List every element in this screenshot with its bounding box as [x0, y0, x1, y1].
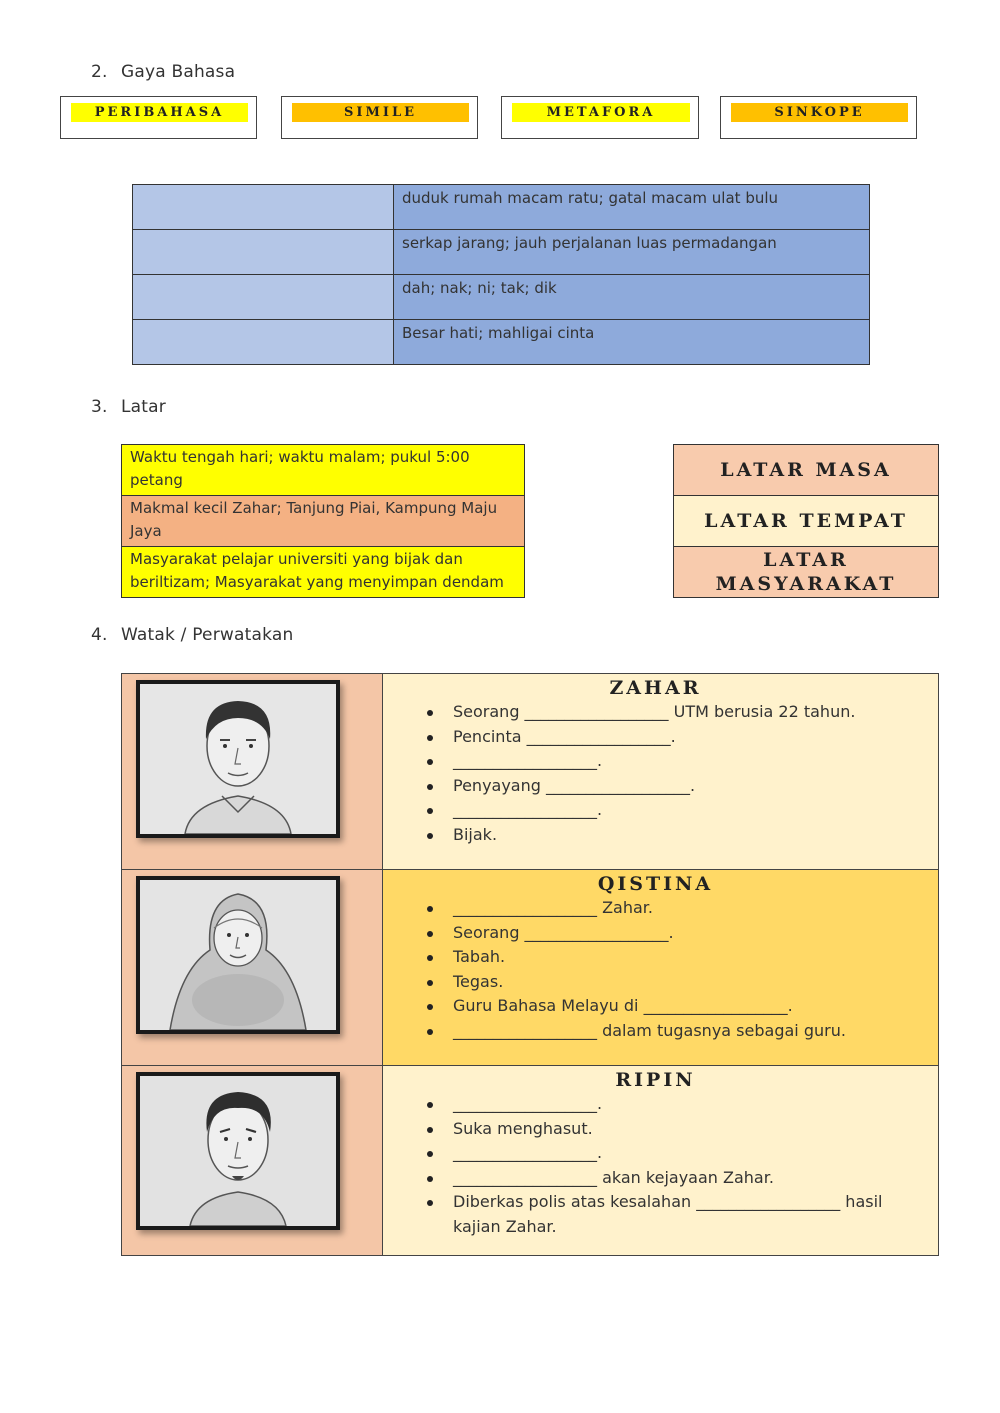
trait-item: __________________ dalam tugasnya sebagai guru.: [453, 1019, 928, 1044]
table-row: [133, 185, 870, 230]
drop-slot[interactable]: [133, 230, 394, 275]
section-number: 2.: [91, 62, 108, 82]
trait-item: Tegas.: [453, 970, 928, 995]
trait-item: Diberkas polis atas kesalahan __________________ hasil kajian Zahar.: [453, 1190, 893, 1239]
trait-item: __________________.: [453, 1141, 928, 1166]
table-row: [133, 320, 870, 365]
section-number: 4.: [91, 625, 108, 645]
table-row: [133, 275, 870, 320]
description-cell: [383, 1066, 939, 1256]
portrait-ripin: [136, 1072, 340, 1230]
option-box-peribahasa[interactable]: [60, 96, 257, 139]
portrait-cell: [122, 870, 383, 1066]
drop-slot[interactable]: [133, 320, 394, 365]
gaya-bahasa-table: [132, 184, 870, 365]
drop-slot[interactable]: [133, 275, 394, 320]
trait-item: __________________.: [453, 749, 928, 774]
latar-item: Waktu tengah hari; waktu malam; pukul 5:00 petang: [122, 445, 525, 496]
drop-slot[interactable]: [133, 185, 394, 230]
section-heading-watak: [91, 625, 293, 645]
table-row: [122, 496, 525, 547]
table-cell: Besar hati; mahligai cinta: [394, 320, 870, 365]
table-row: [674, 496, 939, 547]
trait-item: __________________ Zahar.: [453, 896, 928, 921]
option-box-simile[interactable]: [281, 96, 478, 139]
latar-label-masyarakat[interactable]: LATAR MASYARAKAT: [674, 547, 939, 598]
description-cell: [383, 870, 939, 1066]
latar-label-tempat[interactable]: LATAR TEMPAT: [674, 496, 939, 547]
character-row-qistina: [122, 870, 939, 1066]
trait-list: [383, 700, 928, 847]
latar-item: Makmal kecil Zahar; Tanjung Piai, Kampung Maju Jaya: [122, 496, 525, 547]
character-row-zahar: [122, 674, 939, 870]
trait-item: __________________ akan kejayaan Zahar.: [453, 1166, 928, 1191]
table-row: [133, 230, 870, 275]
character-name: ZAHAR: [609, 677, 702, 699]
section-heading-gaya-bahasa: [91, 62, 235, 82]
option-label: METAFORA: [512, 103, 690, 122]
section-title: Latar: [121, 397, 166, 417]
section-title: Gaya Bahasa: [121, 62, 236, 82]
table-row: [674, 547, 939, 598]
table-row: [122, 547, 525, 598]
latar-label-masa[interactable]: LATAR MASA: [674, 445, 939, 496]
trait-item: Seorang __________________ UTM berusia 22 tahun.: [453, 700, 928, 725]
trait-item: Suka menghasut.: [453, 1117, 928, 1142]
trait-item: Bijak.: [453, 823, 928, 848]
section-title: Watak / Perwatakan: [121, 625, 294, 645]
trait-item: Pencinta __________________.: [453, 725, 928, 750]
table-cell: serkap jarang; jauh perjalanan luas permadangan: [394, 230, 870, 275]
trait-item: Tabah.: [453, 945, 928, 970]
description-cell: [383, 674, 939, 870]
trait-item: Guru Bahasa Melayu di __________________.: [453, 994, 928, 1019]
option-label: PERIBAHASA: [71, 103, 248, 122]
latar-item: Masyarakat pelajar universiti yang bijak dan beriltizam; Masyarakat yang menyimpan dendam: [122, 547, 525, 598]
character-name: RIPIN: [615, 1069, 696, 1091]
portrait-cell: [122, 1066, 383, 1256]
section-heading-latar: [91, 397, 166, 417]
option-box-sinkope[interactable]: [720, 96, 917, 139]
option-label: SINKOPE: [731, 103, 908, 122]
trait-list: [383, 1092, 928, 1239]
option-box-metafora[interactable]: [501, 96, 699, 139]
trait-item: __________________.: [453, 798, 928, 823]
trait-item: Seorang __________________.: [453, 921, 928, 946]
table-cell: dah; nak; ni; tak; dik: [394, 275, 870, 320]
table-cell: duduk rumah macam ratu; gatal macam ulat bulu: [394, 185, 870, 230]
section-number: 3.: [91, 397, 108, 417]
portrait-cell: [122, 674, 383, 870]
portrait-zahar: [136, 680, 340, 838]
trait-list: [383, 896, 928, 1043]
option-label: SIMILE: [292, 103, 469, 122]
latar-table: [121, 444, 525, 598]
table-row: [122, 445, 525, 496]
latar-label-table: [673, 444, 939, 598]
character-row-ripin: [122, 1066, 939, 1256]
character-name: QISTINA: [597, 873, 714, 895]
trait-item: __________________.: [453, 1092, 928, 1117]
trait-item: Penyayang __________________.: [453, 774, 928, 799]
portrait-qistina: [136, 876, 340, 1034]
table-row: [674, 445, 939, 496]
watak-table: [121, 673, 939, 1256]
